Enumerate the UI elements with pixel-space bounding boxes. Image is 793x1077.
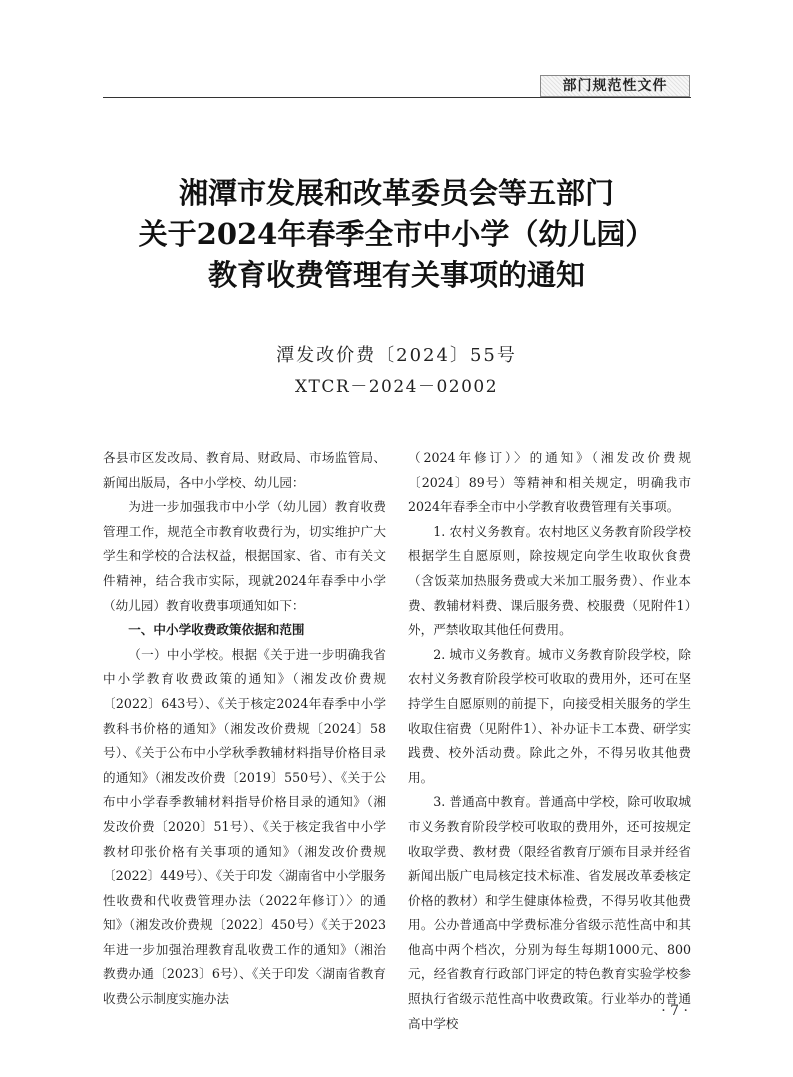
item-high-school: 3. 普通高中教育。普通高中学校，除可收取城市义务教育阶段学校可收取的费用外，还可按规定收取学费、教材费（限经省教育厅颁布目录并经省新闻出版广电局核定技术标准、省发展改革委核定价格的教材）和学生健康体检费，不得另收其他费用。公办普通高中学费标准分省级示范性高中和其他高中两个档次，分别为每生每期1000元、800元，经省教育行政部门评定的特色教育实验学校参照执行省级示范性高中收费政策。行业举办的普通高中学校	[408, 794, 691, 1031]
section-label: 部门规范性文件	[540, 75, 690, 97]
title-line-1: 湘潭市发展和改革委员会等五部门	[178, 176, 614, 210]
document-title	[90, 173, 703, 296]
addressee-paragraph: 各县市区发改局、教育局、财政局、市场监管局、新闻出版局，各中小学校、幼儿园：	[103, 450, 386, 490]
registration-number: XTCR－2024－02002	[294, 377, 499, 397]
page-number: · 7 ·	[661, 1003, 688, 1019]
item-urban-compulsory: 2. 城市义务教育。城市义务教育阶段学校，除农村义务教育阶段学校可收取的费用外，还可在坚持学生自愿原则的前提下，向接受相关服务的学生收取住宿费（见附件1）、补办证卡工本费、研学实践费、校外活动费。除此之外，不得另收其他费用。	[408, 646, 691, 785]
section-heading: 一、中小学收费政策依据和范围	[128, 622, 305, 638]
intro-paragraph: 为进一步加强我市中小学（幼儿园）教育收费管理工作，规范全市教育收费行为，切实维护广大学生和学校的合法权益，根据国家、省、市有关文件精神，结合我市实际，现就2024年春季中小学（幼儿园）教育收费事项通知如下：	[103, 499, 386, 613]
item-rural-compulsory: 1. 农村义务教育。农村地区义务教育阶段学校根据学生自愿原则，除按规定向学生收取伙食费（含饭菜加热服务费或大米加工服务费）、作业本费、教辅材料费、课后服务费、校服费（见附件1）外，严禁收取其他任何费用。	[408, 523, 691, 638]
left-column	[103, 446, 386, 1012]
header-divider	[103, 97, 691, 98]
right-column	[408, 446, 691, 1036]
document-number: 潭发改价费〔2024〕55号	[276, 345, 517, 366]
title-line-2: 关于2024年春季全市中小学（幼儿园）	[138, 217, 655, 251]
body-paragraph: （一）中小学校。根据《关于进一步明确我省中小学教育收费政策的通知》（湘发改价费规〔2022〕643号）、《关于核定2024年春季中小学教科书价格的通知》（湘发改价费规〔2024〕58号）、《关于公布中小学秋季教辅材料指导价格目录的通知》（湘发改价费〔2019〕550号）、《关于公布中小学春季教辅材料指导价格目录的通知》（湘发改价费〔2020〕51号）、《关于核定我省中小学教材印张价格有关事项的通知》（湘发改价费规〔2022〕449号）、《关于印发〈湖南省中小学服务性收费和代收费管理办法（2022年修订）〉的通知》（湘发改价费规〔2022〕450号）《关于2023年进一步加强治理教育乱收费工作的通知》（湘治教费办通〔2023〕6号）、《关于印发〈湖南省教育收费公示制度实施办法	[103, 646, 386, 1007]
title-line-3: 教育收费管理有关事项的通知	[207, 258, 585, 292]
continuation-paragraph: （2024年修订）〉的通知》（湘发改价费规〔2024〕89号）等精神和相关规定，明确我市2024年春季全市中小学教育收费管理有关事项。	[408, 450, 691, 515]
